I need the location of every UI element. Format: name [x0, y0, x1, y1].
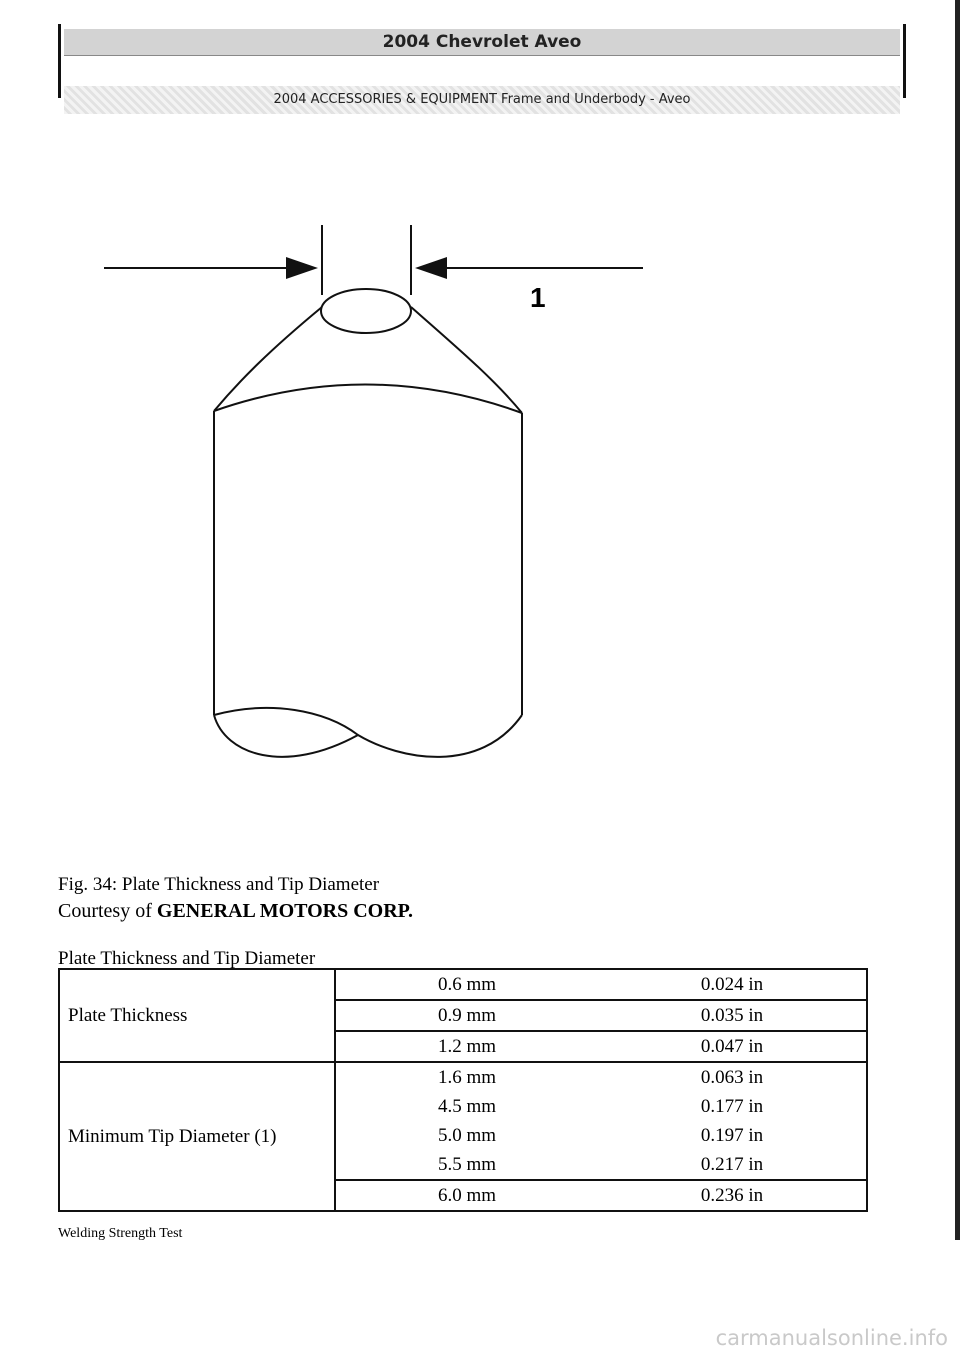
header-title: 2004 Chevrolet Aveo [64, 29, 900, 56]
cylinder-top-arc [214, 384, 522, 413]
cell-mm: 5.5 mm [335, 1150, 598, 1180]
cell-in: 0.177 in [598, 1092, 867, 1121]
courtesy-org: GENERAL MOTORS CORP. [156, 900, 414, 922]
header-left-rule [58, 24, 61, 98]
spec-table [58, 968, 868, 1212]
tip-diameter-label: Minimum Tip Diameter (1) [59, 1062, 335, 1211]
arrow-right-pointing [286, 257, 318, 279]
page-edge-rule [955, 0, 960, 1240]
header-subtitle: 2004 ACCESSORIES & EQUIPMENT Frame and Underbody - Aveo [64, 86, 900, 114]
break-line-upper [214, 708, 358, 735]
table-title: Plate Thickness and Tip Diameter [58, 948, 316, 969]
tip-diameter-figure [100, 215, 660, 785]
cell-mm: 1.6 mm [437, 1066, 497, 1088]
cell-in: 0.035 in [598, 1000, 867, 1031]
cell-mm: 1.2 mm [335, 1031, 598, 1062]
watermark: carmanualsonline.info [715, 1326, 948, 1350]
cell-in: 0.217 in [598, 1150, 867, 1180]
cell-mm: 6.0 mm [335, 1180, 598, 1211]
cell-in: 0.197 in [598, 1121, 867, 1150]
courtesy-prefix: Courtesy of [58, 900, 152, 922]
page-header [58, 24, 906, 107]
table-row [59, 969, 867, 1000]
break-line-lower [214, 715, 522, 757]
header-right-rule [903, 24, 906, 98]
cell-mm: 0.6 mm [335, 969, 598, 1000]
cell-in: 0.024 in [598, 969, 867, 1000]
cell-mm: 4.5 mm [437, 1095, 497, 1117]
callout-number: 1 [530, 282, 546, 313]
cell-in: 0.047 in [598, 1031, 867, 1062]
cell-mm: 5.0 mm [437, 1124, 497, 1146]
figure-caption: Fig. 34: Plate Thickness and Tip Diameter [58, 874, 380, 895]
tip-face [321, 289, 411, 333]
section-heading: Welding Strength Test [58, 1226, 183, 1241]
plate-thickness-label: Plate Thickness [59, 969, 335, 1062]
figure-courtesy [58, 900, 413, 923]
arrow-left-pointing [415, 257, 447, 279]
table-row [59, 1062, 867, 1092]
cell-mm: 0.9 mm [335, 1000, 598, 1031]
cell-in: 0.063 in [598, 1062, 867, 1092]
electrode-tip-drawing [100, 215, 660, 785]
cell-in: 0.236 in [598, 1180, 867, 1211]
